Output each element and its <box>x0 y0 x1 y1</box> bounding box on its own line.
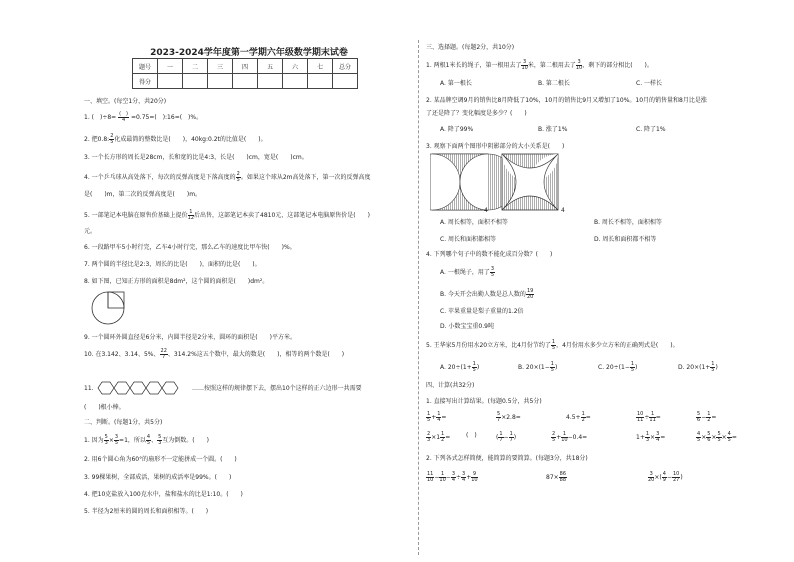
fraction <box>710 362 715 373</box>
fraction-denominator: 5 <box>472 367 476 373</box>
question-text: 化成最简的整数比是( )，40kg:0.2t的比值是( )。 <box>114 136 267 143</box>
fraction-denominator: 10 <box>575 65 583 71</box>
judge-2: 2. 用6个圆心角为60°的扇形不一定能拼成一个圆。( ) <box>84 456 237 463</box>
fraction-numerator: 22 <box>160 348 167 354</box>
judge-5: 5. 半径为2厘米的圆的周长和面积相等。( ) <box>84 508 209 515</box>
calc-item: $\frac{3}{20}$ ×( $\frac{4}{9}$ − $\frac{10}{27}$ ) <box>648 471 683 483</box>
fraction-denominator: 3 <box>158 440 162 446</box>
choice-5 <box>426 340 679 351</box>
table-cell <box>283 74 308 89</box>
question-text: 。如果这个球从2m高处落下，第一次的反弹高度 <box>240 174 371 181</box>
fraction-numerator: 1 <box>550 361 554 367</box>
calc-item: ( $\frac{1}{7}$ − $\frac{1}{7}$ ) <box>496 431 517 443</box>
choice-5-option-b[interactable]: B. 20×(1− $\frac{1}{5}$ ) <box>518 361 558 373</box>
fraction-numerator: 1 <box>551 339 556 345</box>
question-fill-5-cont: 元。 <box>84 228 97 235</box>
table-row <box>133 59 358 74</box>
fraction-numerator: 5 <box>158 434 162 440</box>
column-divider <box>418 40 419 555</box>
question-fill-2 <box>84 134 267 145</box>
fraction-denominator: 5 <box>490 272 495 278</box>
question-fill-7: 7. 两个圆的半径比是2:3，周长的比是( )，面积的比是( )。 <box>84 261 261 268</box>
question-text: 4. 一个乒乓球从高处落下，每次的反弹高度是下落高度的 <box>84 174 236 181</box>
choice-3-option-b[interactable]: B. 周长不相等，面积相等 <box>594 219 662 226</box>
table-cell <box>333 74 358 89</box>
table-cell: 题号 <box>133 59 158 74</box>
fraction <box>472 362 477 373</box>
section-heading-2: 二、判断。(每题1分，共5分) <box>84 419 163 426</box>
question-text: 1. 两根1米长的绳子，第一根用去了 <box>426 62 522 69</box>
question-fill-4-cont: 是( )m，第二次的反弹高度是( )m。 <box>84 191 202 198</box>
fraction <box>118 112 129 123</box>
question-text: ，4月份用水多少立方米的正确列式是( )。 <box>556 342 679 349</box>
judge-1: 1. 因为 $\frac{5}{3}$ × $\frac{3}{5}$ =1，所以 $\frac{4}{5}$ 、 $\frac{5}{3}$ 互为倒数。( ) <box>84 434 209 446</box>
option-text: D. 20×(1+ <box>678 364 711 371</box>
question-text: 5. 一部笔记本电脑在原售价基础上提价 <box>84 212 188 219</box>
fraction-numerator: 1 <box>711 361 715 367</box>
question-fill-6: 6. 一段路甲车5小时行完，乙车4小时行完，那么乙车的速度比甲车快( )%。 <box>84 244 296 251</box>
question-text: 后出售，这部笔记本卖了4810元，这部笔记本电脑原售价是( ) <box>194 212 370 219</box>
question-text: 2. 把0.8: <box>84 136 110 143</box>
table-row <box>133 74 358 89</box>
calc-item: 87× $\frac{86}{88}$ <box>546 471 567 483</box>
choice-3-option-c[interactable]: C. 周长和面积都相等 <box>440 236 497 243</box>
choice-5-option-c[interactable]: C. 20÷(1− $\frac{1}{5}$ ) <box>598 361 638 373</box>
calc-item: $\frac{2}{5}$ + $\frac{1}{10}$ −0.4= <box>552 431 588 443</box>
fraction-denominator: 12 <box>187 215 195 221</box>
question-fill-11-label: 11. <box>84 385 94 392</box>
calc-item: $\frac{1}{5}$ + $\frac{1}{4}$ = <box>427 411 447 423</box>
figure-dimension-label: 4 <box>561 207 565 214</box>
table-cell <box>183 74 208 89</box>
table-cell <box>208 74 233 89</box>
option-text: B. 今天开会出勤人数是总人数的 <box>440 291 526 298</box>
calc-item: 4.5+ $\frac{1}{2}$ = <box>566 411 591 423</box>
choice-2: 2. 某品牌空调9月的销售比8月降低了10%，10月的销售比9月又增加了10%。10月的销售量和8月比是涨 <box>426 97 707 104</box>
calc-item: $\frac{11}{10}$ − $\frac{1}{10}$ − $\frac{3}{4}$ ÷ $\frac{3}{4}$ + $\frac{9}{10}$ <box>427 471 478 483</box>
table-cell: 总分 <box>333 59 358 74</box>
choice-4-option-a[interactable] <box>440 267 495 278</box>
fraction <box>160 349 168 360</box>
hexagon-chain-figure <box>94 380 190 396</box>
table-cell: 一 <box>158 59 183 74</box>
fraction-denominator: 3 <box>104 440 108 446</box>
choice-1-option-c[interactable]: C. 一样长 <box>636 80 663 87</box>
question-fill-1 <box>84 112 202 123</box>
fraction-numerator: 3 <box>577 59 581 65</box>
choice-2-option-b[interactable]: B. 涨了1% <box>538 126 568 133</box>
question-fill-5 <box>84 210 370 221</box>
question-text: ，剩下的部分相比( )。 <box>582 62 653 69</box>
table-cell: 二 <box>183 59 208 74</box>
question-text: 米，第二根用去了 <box>527 62 576 69</box>
calc-item: $\frac{5}{6}$ − $\frac{1}{2}$ = <box>697 411 717 423</box>
choice-4-option-c[interactable]: C. 苹果重量是梨子重量的1.2倍 <box>440 308 524 315</box>
question-fill-4 <box>84 172 371 183</box>
fraction <box>630 362 635 373</box>
fraction-denominator: 20 <box>526 294 534 300</box>
choice-3-option-d[interactable]: D. 周长和面积都不相等 <box>594 236 657 243</box>
fraction-denominator: 4 <box>121 117 126 123</box>
fraction-numerator: 3 <box>114 434 119 440</box>
choice-3: 3. 观察下面两个图形中阴影部分的大小关系是( ) <box>426 143 565 150</box>
table-cell <box>308 74 333 89</box>
question-fill-11: ……按照这样的规律摆下去，摆出10个这样的正六边形一共需要 <box>192 385 362 392</box>
section-heading-1: 一、填空。(每空1分，共20分) <box>84 98 167 105</box>
fraction-denominator: 5 <box>236 177 240 183</box>
fraction <box>490 267 495 278</box>
fraction <box>550 362 555 373</box>
table-cell: 五 <box>258 59 283 74</box>
table-cell: 得分 <box>133 74 158 89</box>
choice-4: 4. 下列哪个句子中的数不能化成百分数？( ) <box>426 251 553 258</box>
calc-item: $\frac{5}{7}$ ×2.8= <box>497 411 521 423</box>
choice-1 <box>426 60 653 71</box>
choice-3-option-a[interactable]: A. 周长相等，面积不相等 <box>440 219 508 226</box>
page-title: 2023-2024学年度第一学期六年级数学期末试卷 <box>150 48 348 58</box>
calc-item: $\frac{2}{3}$ ×1 $\frac{1}{2}$ = <box>427 431 451 443</box>
fraction-denominator: 5 <box>630 367 635 373</box>
fraction-denominator: 10 <box>521 65 528 71</box>
fraction-numerator: 5 <box>104 434 108 440</box>
table-cell: 四 <box>233 59 258 74</box>
fraction <box>104 435 109 446</box>
calc-item: $\frac{4}{5}$ × $\frac{5}{6}$ × $\frac{5}{5}$ × $\frac{4}{5}$ = <box>697 431 737 443</box>
fraction-numerator: 1 <box>472 361 476 367</box>
fraction-denominator: 5 <box>551 345 556 351</box>
question-text: =1，所以 <box>119 437 146 444</box>
fraction-denominator: 7 <box>162 354 166 360</box>
fraction-numerator: 1 <box>630 361 635 367</box>
option-text: C. 20÷(1− <box>598 364 630 371</box>
calc-item: $\frac{10}{11}$ ÷ $\frac{1}{11}$ = <box>637 411 661 423</box>
choice-2-option-a[interactable]: A. 降了99% <box>440 126 474 133</box>
question-text: 互为倒数。( ) <box>162 437 209 444</box>
question-fill-10 <box>84 349 344 360</box>
judge-3: 3. 99棵果树，全部成活，果树的成活率是99%。( ) <box>84 474 232 481</box>
circle-square-figure <box>90 290 126 326</box>
fraction-numerator: 1 <box>189 209 193 215</box>
calc-item: 1+ $\frac{1}{3}$ × $\frac{3}{4}$ = <box>636 431 666 443</box>
section-heading-3: 三、选择题。(每题2分，共10分) <box>426 44 515 51</box>
calc-instruction-1: 1. 直接写出计算结果。(每题0.5分，共5分) <box>426 398 542 405</box>
choice-2-cont: 了还是降了？变化幅度是多少？( ) <box>426 110 527 117</box>
fraction-denominator: 5 <box>114 440 119 446</box>
option-text: A. 一根绳子，用了 <box>440 269 490 276</box>
fraction-numerator: 2 <box>236 171 240 177</box>
score-table <box>132 58 358 89</box>
fraction-numerator: 3 <box>490 266 495 272</box>
question-text: =0.75=( ):16=( )%。 <box>130 114 203 121</box>
judge-4: 4. 把10克盐放入100克水中，盐和盐水的比是1:10。( ) <box>84 491 243 498</box>
question-text: 、314.2%这五个数中，最大的数是( )，相等的两个数是( ) <box>167 351 345 358</box>
section-heading-4: 四、计算(共32分) <box>426 382 475 389</box>
fraction-denominator: 5 <box>550 367 554 373</box>
fraction <box>146 435 151 446</box>
question-text: 10. 在3.142、3.14、5%、 <box>84 351 160 358</box>
question-fill-8: 8. 如下图，已知正方形的面积是8dm²，这个圆的面积是( )dm²。 <box>84 278 269 285</box>
choice-2-option-c[interactable]: C. 降了1% <box>636 126 666 133</box>
question-fill-11-cont: ( )根小棒。 <box>84 404 125 411</box>
question-text: 1. 因为 <box>84 437 104 444</box>
fraction-numerator: 2 <box>110 133 114 139</box>
shaded-figures <box>430 152 570 214</box>
table-cell <box>233 74 258 89</box>
choice-4-option-d[interactable]: D. 小数宝宝重0.9吨 <box>440 323 494 330</box>
question-text: 5. 王华家5月份用水20立方米，比4月份节约了 <box>426 342 551 349</box>
fraction-denominator: 5 <box>146 440 151 446</box>
fraction-numerator: 3 <box>523 59 527 65</box>
option-text: A. 20÷(1+ <box>440 364 472 371</box>
fraction <box>526 289 534 300</box>
choice-1-option-b[interactable]: B. 第二根长 <box>538 80 570 87</box>
calc-item: ( ) <box>466 432 477 439</box>
table-cell: 七 <box>308 59 333 74</box>
table-cell: 六 <box>283 59 308 74</box>
calc-instruction-2: 2. 下列各式怎样简便，能简算的要简算。(每题3分，共18分) <box>426 455 588 462</box>
option-text: B. 20×(1− <box>518 364 550 371</box>
fraction-denominator: 5 <box>711 367 715 373</box>
question-text: 1. ( )÷8= <box>84 114 117 121</box>
question-fill-3: 3. 一个长方形的周长是28cm，长和宽的比是4:3，长是( )cm，宽是( )cm。 <box>84 154 308 161</box>
table-cell: 三 <box>208 59 233 74</box>
table-cell <box>158 74 183 89</box>
fraction-numerator: 4 <box>146 434 151 440</box>
fraction-numerator: ( ) <box>119 111 129 117</box>
question-fill-9: 9. 一个圆环外圆直径是6分米，内圆半径是2分米，圆环的面积是( )平方米。 <box>84 334 296 341</box>
fraction-denominator: 5 <box>110 139 114 145</box>
choice-4-option-b[interactable] <box>440 289 534 300</box>
fraction-numerator: 19 <box>526 288 534 294</box>
choice-5-option-a[interactable]: A. 20÷(1+ $\frac{1}{5}$ ) <box>440 361 480 373</box>
choice-5-option-d[interactable]: D. 20×(1+ $\frac{1}{5}$ ) <box>678 361 718 373</box>
figure-dimension-label: 4 <box>484 207 488 214</box>
table-cell <box>258 74 283 89</box>
choice-1-option-a[interactable]: A. 第一根长 <box>440 80 472 87</box>
